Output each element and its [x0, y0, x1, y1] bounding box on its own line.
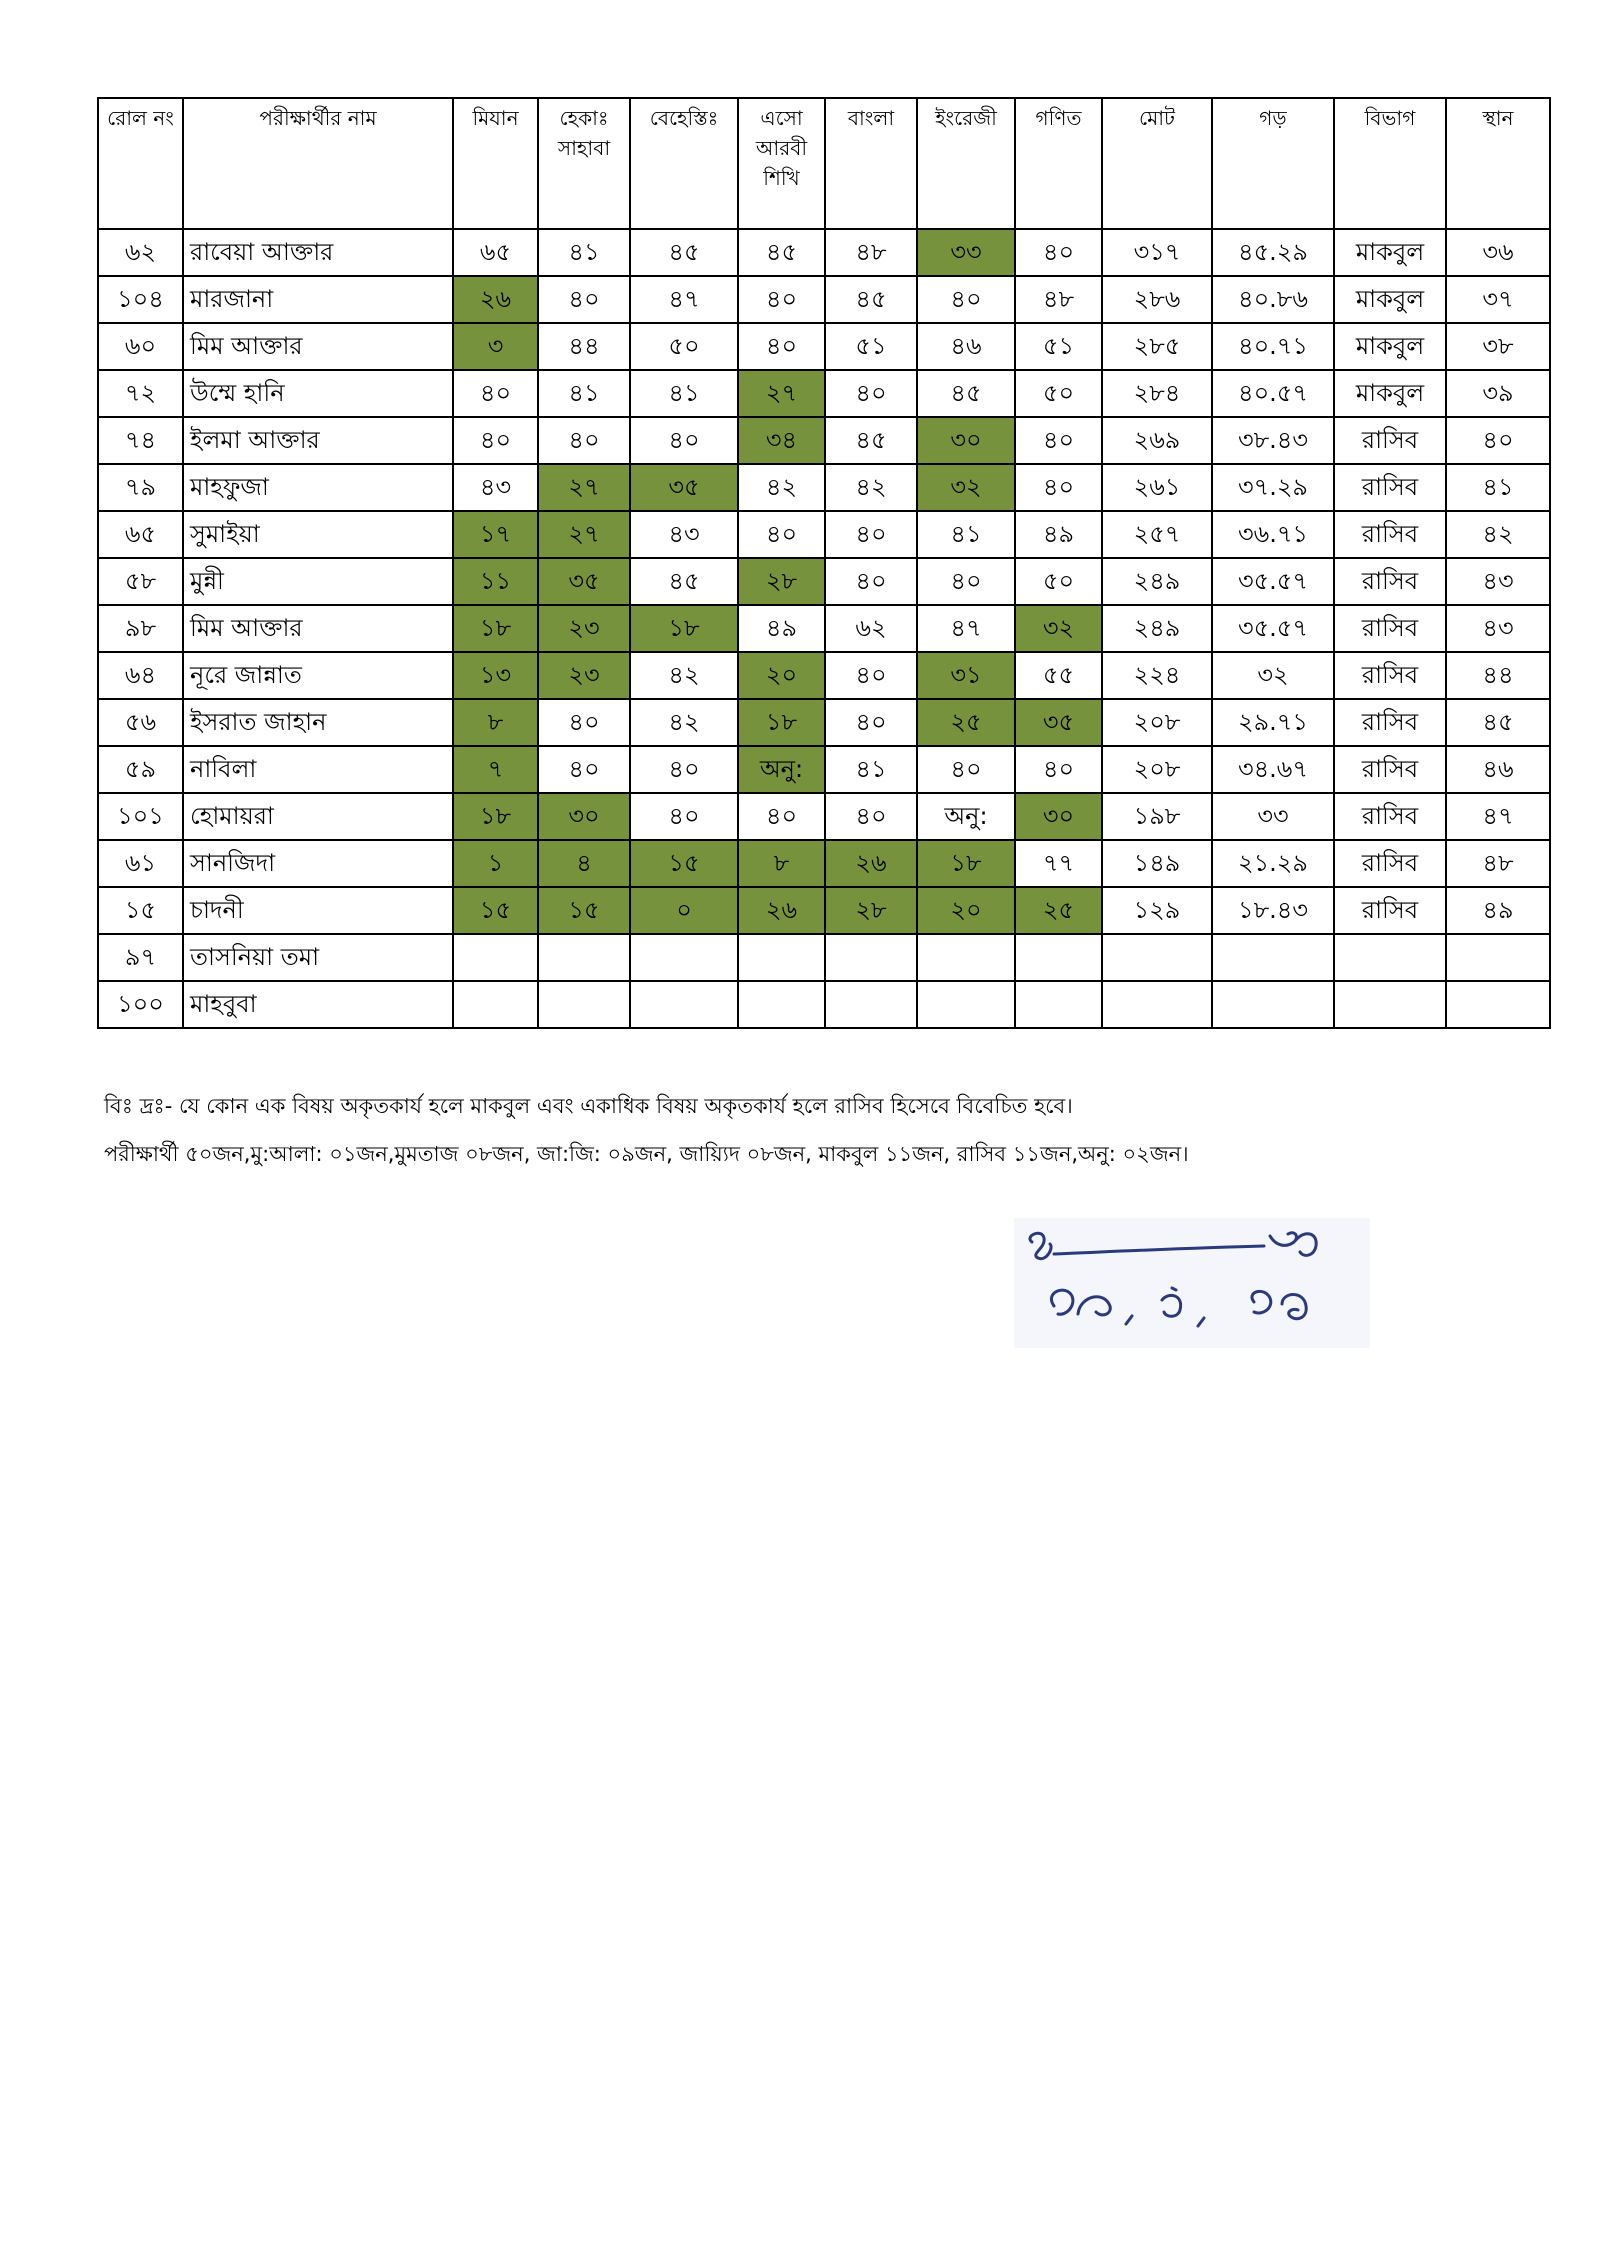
table-row [98, 887, 1550, 934]
beheshti-cell: ৫০ [630, 323, 738, 370]
division-cell [1334, 981, 1446, 1028]
math-cell: ২৫ [1015, 887, 1102, 934]
roll-cell: ১০৪ [98, 276, 183, 323]
hekayatus-sahaba-cell: ১৫ [538, 887, 630, 934]
math-cell: ৫৫ [1015, 652, 1102, 699]
total-cell: ২০৮ [1102, 699, 1212, 746]
division-cell: রাসিব [1334, 793, 1446, 840]
table-row [98, 511, 1550, 558]
total-cell: ২৮৫ [1102, 323, 1212, 370]
division-cell: মাকবুল [1334, 229, 1446, 276]
arabic-cell: ৪৯ [738, 605, 825, 652]
roll-cell: ৭২ [98, 370, 183, 417]
division-cell: রাসিব [1334, 652, 1446, 699]
math-cell [1015, 934, 1102, 981]
total-cell [1102, 934, 1212, 981]
arabic-cell [738, 934, 825, 981]
english-cell: ৩২ [917, 464, 1015, 511]
table-row [98, 840, 1550, 887]
position-cell: ৪৯ [1446, 887, 1550, 934]
bangla-cell: ৪০ [825, 511, 917, 558]
table-row [98, 464, 1550, 511]
arabic-cell: ২৬ [738, 887, 825, 934]
mizan-cell: ৪০ [453, 370, 538, 417]
bangla-cell: ৪৮ [825, 229, 917, 276]
math-cell: ৪০ [1015, 464, 1102, 511]
average-cell: ৩৪.৬৭ [1212, 746, 1334, 793]
english-cell: ৩৩ [917, 229, 1015, 276]
total-cell: ৩১৭ [1102, 229, 1212, 276]
arabic-cell: অনু: [738, 746, 825, 793]
bangla-cell: ২৮ [825, 887, 917, 934]
roll-cell: ৬৪ [98, 652, 183, 699]
beheshti-cell: ৪৫ [630, 558, 738, 605]
mizan-cell: ৮ [453, 699, 538, 746]
average-cell: ৩৮.৪৩ [1212, 417, 1334, 464]
position-cell: ৩৮ [1446, 323, 1550, 370]
math-cell: ৪০ [1015, 229, 1102, 276]
math-cell: ৪৮ [1015, 276, 1102, 323]
arabic-cell: ৩৪ [738, 417, 825, 464]
position-cell [1446, 981, 1550, 1028]
bangla-cell: ৪২ [825, 464, 917, 511]
english-cell: ৪৬ [917, 323, 1015, 370]
position-cell: ৪২ [1446, 511, 1550, 558]
position-cell: ৩৬ [1446, 229, 1550, 276]
position-cell: ৪৩ [1446, 605, 1550, 652]
position-cell: ৪৮ [1446, 840, 1550, 887]
position-cell [1446, 934, 1550, 981]
mizan-cell: ৭ [453, 746, 538, 793]
mizan-cell: ১১ [453, 558, 538, 605]
position-cell: ৩৯ [1446, 370, 1550, 417]
header-english: ইংরেজী [917, 98, 1015, 229]
arabic-cell: ৪৫ [738, 229, 825, 276]
name-cell: মুন্নী [183, 558, 453, 605]
division-cell: রাসিব [1334, 746, 1446, 793]
signature-drawing [1014, 1218, 1370, 1348]
english-cell: ১৮ [917, 840, 1015, 887]
name-cell: তাসনিয়া তমা [183, 934, 453, 981]
division-cell: রাসিব [1334, 511, 1446, 558]
header-mizan: মিযান [453, 98, 538, 229]
header-row [98, 98, 1550, 229]
arabic-cell: ২০ [738, 652, 825, 699]
header-beheshti: বেহেস্তিঃ [630, 98, 738, 229]
hekayatus-sahaba-cell: ৪০ [538, 417, 630, 464]
arabic-cell: ৮ [738, 840, 825, 887]
bangla-cell: ৪১ [825, 746, 917, 793]
position-cell: ৪৬ [1446, 746, 1550, 793]
english-cell: ৩১ [917, 652, 1015, 699]
arabic-cell: ২৮ [738, 558, 825, 605]
math-cell: ৪০ [1015, 417, 1102, 464]
english-cell: ৩০ [917, 417, 1015, 464]
arabic-cell: ৪২ [738, 464, 825, 511]
position-cell: ৪১ [1446, 464, 1550, 511]
table-row [98, 699, 1550, 746]
total-cell: ১২৯ [1102, 887, 1212, 934]
math-cell: ৩০ [1015, 793, 1102, 840]
mizan-cell: ৪৩ [453, 464, 538, 511]
arabic-cell: ৪০ [738, 511, 825, 558]
name-cell: হোমায়রা [183, 793, 453, 840]
beheshti-cell: ৪০ [630, 793, 738, 840]
roll-cell: ৬১ [98, 840, 183, 887]
hekayatus-sahaba-cell: ৪০ [538, 699, 630, 746]
bangla-cell: ৪০ [825, 652, 917, 699]
hekayatus-sahaba-cell: ২৭ [538, 511, 630, 558]
average-cell: ৩৩ [1212, 793, 1334, 840]
table-row [98, 981, 1550, 1028]
hekayatus-sahaba-cell [538, 981, 630, 1028]
position-cell: ৪০ [1446, 417, 1550, 464]
division-cell: রাসিব [1334, 417, 1446, 464]
name-cell: সুমাইয়া [183, 511, 453, 558]
mizan-cell: ১৩ [453, 652, 538, 699]
beheshti-cell: ৪২ [630, 652, 738, 699]
average-cell: ৪৫.২৯ [1212, 229, 1334, 276]
header-roll: রোল নং [98, 98, 183, 229]
roll-cell: ৫৯ [98, 746, 183, 793]
table-row [98, 746, 1550, 793]
position-cell: ৪৭ [1446, 793, 1550, 840]
name-cell: মারজানা [183, 276, 453, 323]
beheshti-cell: ৪৫ [630, 229, 738, 276]
roll-cell: ৯৮ [98, 605, 183, 652]
math-cell: ৪০ [1015, 746, 1102, 793]
english-cell: ২৫ [917, 699, 1015, 746]
name-cell: রাবেয়া আক্তার [183, 229, 453, 276]
mizan-cell: ৩ [453, 323, 538, 370]
name-cell: চাদনী [183, 887, 453, 934]
result-table [97, 97, 1551, 1029]
header-bangla: বাংলা [825, 98, 917, 229]
mizan-cell: ১৮ [453, 793, 538, 840]
table-body [98, 229, 1550, 1028]
beheshti-cell: ৪৩ [630, 511, 738, 558]
division-cell: রাসিব [1334, 605, 1446, 652]
roll-cell: ৭৪ [98, 417, 183, 464]
roll-cell: ১০১ [98, 793, 183, 840]
header-average: গড় [1212, 98, 1334, 229]
header-position: স্থান [1446, 98, 1550, 229]
beheshti-cell: ৩৫ [630, 464, 738, 511]
mizan-cell [453, 981, 538, 1028]
bangla-cell: ৪০ [825, 793, 917, 840]
bangla-cell: ৪৫ [825, 417, 917, 464]
average-cell: ২১.২৯ [1212, 840, 1334, 887]
total-cell: ১৪৯ [1102, 840, 1212, 887]
english-cell: ৪০ [917, 276, 1015, 323]
mizan-cell: ২৬ [453, 276, 538, 323]
mizan-cell: ১৮ [453, 605, 538, 652]
arabic-cell: ৪০ [738, 793, 825, 840]
total-cell: ২২৪ [1102, 652, 1212, 699]
english-cell: ৪৫ [917, 370, 1015, 417]
beheshti-cell: ৪০ [630, 417, 738, 464]
roll-cell: ১০০ [98, 981, 183, 1028]
average-cell: ৪০.৮৬ [1212, 276, 1334, 323]
name-cell: মাহবুবা [183, 981, 453, 1028]
english-cell: ৪১ [917, 511, 1015, 558]
header-hekayatus-sahaba: হেকাঃ সাহাবা [538, 98, 630, 229]
header-arabic: এসো আরবী শিখি [738, 98, 825, 229]
hekayatus-sahaba-cell: ২৩ [538, 605, 630, 652]
table-row [98, 276, 1550, 323]
signature [1014, 1218, 1370, 1348]
mizan-cell: ১ [453, 840, 538, 887]
english-cell: ৪৭ [917, 605, 1015, 652]
total-cell: ২৮৬ [1102, 276, 1212, 323]
roll-cell: ৬৫ [98, 511, 183, 558]
average-cell: ৩৬.৭১ [1212, 511, 1334, 558]
average-cell: ৩২ [1212, 652, 1334, 699]
table-row [98, 605, 1550, 652]
mizan-cell: ১৫ [453, 887, 538, 934]
position-cell: ৩৭ [1446, 276, 1550, 323]
average-cell: ৪০.৫৭ [1212, 370, 1334, 417]
beheshti-cell: ৪৭ [630, 276, 738, 323]
header-math: গণিত [1015, 98, 1102, 229]
name-cell: নূরে জান্নাত [183, 652, 453, 699]
hekayatus-sahaba-cell: ৩০ [538, 793, 630, 840]
english-cell: ২০ [917, 887, 1015, 934]
hekayatus-sahaba-cell: ৪৪ [538, 323, 630, 370]
roll-cell: ৬২ [98, 229, 183, 276]
english-cell: অনু: [917, 793, 1015, 840]
bangla-cell: ৬২ [825, 605, 917, 652]
beheshti-cell: ৪১ [630, 370, 738, 417]
division-cell: রাসিব [1334, 464, 1446, 511]
arabic-cell: ২৭ [738, 370, 825, 417]
roll-cell: ৭৯ [98, 464, 183, 511]
math-cell: ৭৭ [1015, 840, 1102, 887]
division-cell: রাসিব [1334, 840, 1446, 887]
division-cell: রাসিব [1334, 887, 1446, 934]
note-summary: পরীক্ষার্থী ৫০জন,মু:আলা: ০১জন,মুমতাজ ০৮জন, জা:জি: ০৯জন, জায়্যিদ ০৮জন, মাকবুল ১১জন, রাসিব ১১জন,অনু: ০২জন। [104, 1142, 1189, 1166]
mizan-cell: ১৭ [453, 511, 538, 558]
english-cell: ৪০ [917, 746, 1015, 793]
bangla-cell: ৪৫ [825, 276, 917, 323]
table-row [98, 370, 1550, 417]
total-cell: ২৬১ [1102, 464, 1212, 511]
beheshti-cell: ৪০ [630, 746, 738, 793]
english-cell: ৪০ [917, 558, 1015, 605]
hekayatus-sahaba-cell: ৪০ [538, 276, 630, 323]
average-cell: ১৮.৪৩ [1212, 887, 1334, 934]
division-cell [1334, 934, 1446, 981]
table-row [98, 323, 1550, 370]
header-total: মোট [1102, 98, 1212, 229]
beheshti-cell [630, 934, 738, 981]
table-row [98, 229, 1550, 276]
bangla-cell: ২৬ [825, 840, 917, 887]
average-cell: ৪০.৭১ [1212, 323, 1334, 370]
table-row [98, 793, 1550, 840]
arabic-cell: ১৮ [738, 699, 825, 746]
hekayatus-sahaba-cell: ৪০ [538, 746, 630, 793]
mizan-cell: ৪০ [453, 417, 538, 464]
math-cell: ৩২ [1015, 605, 1102, 652]
average-cell: ২৯.৭১ [1212, 699, 1334, 746]
bangla-cell: ৫১ [825, 323, 917, 370]
division-cell: মাকবুল [1334, 276, 1446, 323]
hekayatus-sahaba-cell [538, 934, 630, 981]
average-cell: ৩৭.২৯ [1212, 464, 1334, 511]
bangla-cell: ৪০ [825, 699, 917, 746]
division-cell: রাসিব [1334, 699, 1446, 746]
hekayatus-sahaba-cell: ২৩ [538, 652, 630, 699]
total-cell: ২৬৯ [1102, 417, 1212, 464]
math-cell: ৪৯ [1015, 511, 1102, 558]
total-cell: ২৪৯ [1102, 605, 1212, 652]
division-cell: মাকবুল [1334, 323, 1446, 370]
name-cell: উম্মে হানি [183, 370, 453, 417]
beheshti-cell: ১৮ [630, 605, 738, 652]
beheshti-cell: ৪২ [630, 699, 738, 746]
table-row [98, 934, 1550, 981]
arabic-cell: ৪০ [738, 276, 825, 323]
hekayatus-sahaba-cell: ২৭ [538, 464, 630, 511]
hekayatus-sahaba-cell: ৪১ [538, 229, 630, 276]
math-cell: ৫১ [1015, 323, 1102, 370]
hekayatus-sahaba-cell: ৩৫ [538, 558, 630, 605]
total-cell: ২৮৪ [1102, 370, 1212, 417]
roll-cell: ৯৭ [98, 934, 183, 981]
position-cell: ৪৫ [1446, 699, 1550, 746]
name-cell: ইসরাত জাহান [183, 699, 453, 746]
english-cell [917, 934, 1015, 981]
arabic-cell: ৪০ [738, 323, 825, 370]
math-cell: ৩৫ [1015, 699, 1102, 746]
total-cell: ২৫৭ [1102, 511, 1212, 558]
name-cell: মাহফুজা [183, 464, 453, 511]
average-cell: ৩৫.৫৭ [1212, 558, 1334, 605]
bangla-cell: ৪০ [825, 558, 917, 605]
total-cell [1102, 981, 1212, 1028]
roll-cell: ৫৬ [98, 699, 183, 746]
average-cell: ৩৫.৫৭ [1212, 605, 1334, 652]
header-name: পরীক্ষার্থীর নাম [183, 98, 453, 229]
average-cell [1212, 934, 1334, 981]
mizan-cell [453, 934, 538, 981]
hekayatus-sahaba-cell: ৪ [538, 840, 630, 887]
roll-cell: ১৫ [98, 887, 183, 934]
total-cell: ২৪৯ [1102, 558, 1212, 605]
average-cell [1212, 981, 1334, 1028]
math-cell: ৫০ [1015, 370, 1102, 417]
header-division: বিভাগ [1334, 98, 1446, 229]
note-remark: বিঃ দ্রঃ- যে কোন এক বিষয় অকৃতকার্য হলে মাকবুল এবং একাধিক বিষয় অকৃতকার্য হলে রাসিব হিসেবে বিবেচিত হবে। [104, 1094, 1073, 1118]
name-cell: ইলমা আক্তার [183, 417, 453, 464]
position-cell: ৪৩ [1446, 558, 1550, 605]
table-row [98, 652, 1550, 699]
hekayatus-sahaba-cell: ৪১ [538, 370, 630, 417]
math-cell [1015, 981, 1102, 1028]
table-row [98, 417, 1550, 464]
bangla-cell [825, 981, 917, 1028]
math-cell: ৫০ [1015, 558, 1102, 605]
roll-cell: ৬০ [98, 323, 183, 370]
name-cell: মিম আক্তার [183, 323, 453, 370]
division-cell: রাসিব [1334, 558, 1446, 605]
roll-cell: ৫৮ [98, 558, 183, 605]
name-cell: সানজিদা [183, 840, 453, 887]
beheshti-cell [630, 981, 738, 1028]
division-cell: মাকবুল [1334, 370, 1446, 417]
total-cell: ১৯৮ [1102, 793, 1212, 840]
mizan-cell: ৬৫ [453, 229, 538, 276]
name-cell: মিম আক্তার [183, 605, 453, 652]
english-cell [917, 981, 1015, 1028]
position-cell: ৪৪ [1446, 652, 1550, 699]
name-cell: নাবিলা [183, 746, 453, 793]
bangla-cell [825, 934, 917, 981]
bangla-cell: ৪০ [825, 370, 917, 417]
beheshti-cell: ১৫ [630, 840, 738, 887]
total-cell: ২০৮ [1102, 746, 1212, 793]
table-row [98, 558, 1550, 605]
beheshti-cell: ০ [630, 887, 738, 934]
arabic-cell [738, 981, 825, 1028]
